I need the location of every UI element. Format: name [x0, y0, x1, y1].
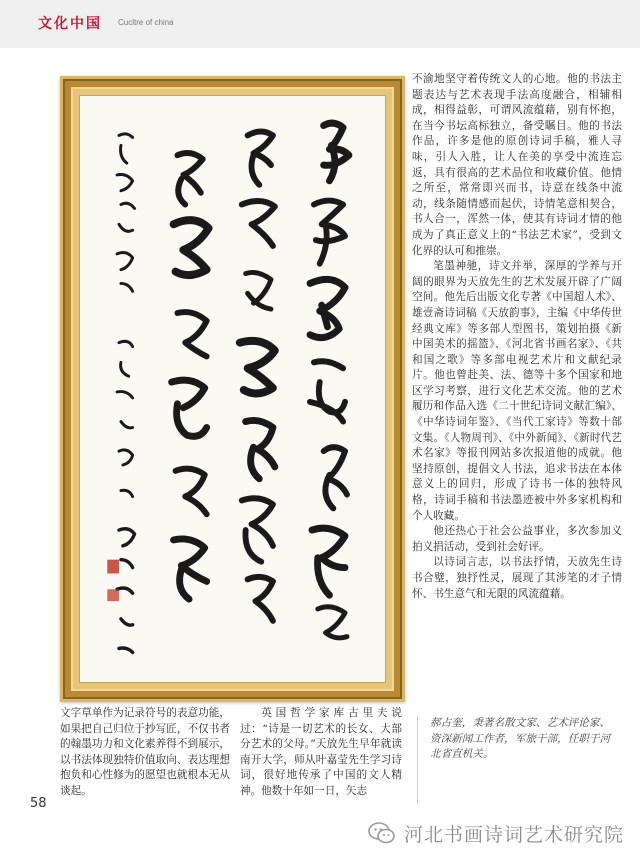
author-bio [417, 716, 620, 804]
brush-stroke [312, 528, 345, 595]
seal-stamp [107, 589, 119, 601]
brush-stroke [314, 201, 345, 264]
brush-stroke [310, 361, 345, 421]
article-paragraph: 不渝地坚守着传统文人的心地。他的书法主题表达与艺术表现手法高度融合，相辅相成，相得益彰，可谓风流蕴藉，别有怀抱，在当今书坛高标独立，备受瞩目。他的书法作品，许多是他的原创诗词手稿，雅人寻味，引人入胜，让人在美的享受中流连忘返，具有很高的艺术品位和收藏价值。他情之所至，常常即兴而书，诗意在线条中流动，线条随情感而起伏，诗情笔意相契合，书人合一，浑然一体，使其有诗词才情的他成为了真正意义上的“书法艺术家”，受到文化界的认可和推崇。 [412, 73, 622, 257]
brush-stroke [172, 380, 207, 436]
article-paragraph: 他还热心于社会公益事业，多次参加义拍义捐活动，受到社会好评。 [412, 525, 622, 553]
brush-stroke [248, 132, 273, 185]
page-header [0, 0, 640, 48]
seal-stamp [107, 560, 119, 574]
calligraphy-frame [60, 76, 405, 702]
wechat-icon [368, 821, 396, 845]
brush-stroke [246, 420, 275, 478]
brush-stroke [324, 123, 349, 181]
brush-stroke [177, 153, 202, 205]
brush-stroke [246, 272, 271, 309]
watermark [368, 816, 624, 850]
magazine-subtitle: Cucltre of china [118, 18, 174, 27]
calligraphy-strokes [80, 96, 385, 682]
brush-stroke [242, 498, 273, 561]
article-paragraph: 英国哲学家库古里夫说过：“诗是一切艺术的长女、大部分艺术的父母。”天放先生早年就读南开大学，师从叶嘉莹先生学习诗词，很好地传承了中国的文人精神。他数十年如一日，矢志 [240, 707, 402, 797]
article-bottom-middle [240, 706, 402, 800]
brush-stroke [310, 279, 345, 337]
brush-stroke [175, 469, 206, 515]
brush-stroke [324, 447, 347, 508]
inscription-stroke [117, 529, 135, 653]
brush-stroke [242, 201, 275, 246]
page-number: 58 [30, 796, 47, 811]
brush-stroke [177, 312, 206, 356]
calligraphy-artwork [79, 95, 386, 683]
brush-stroke [248, 577, 273, 621]
brush-stroke [174, 220, 209, 275]
brush-stroke [174, 539, 207, 599]
article-bottom-left [60, 706, 230, 800]
article-right-column [412, 72, 622, 602]
watermark-text: 河北书画诗词艺术研究院 [404, 823, 625, 846]
brush-stroke [318, 607, 347, 638]
author-bio-text: 郝占奎，秉著名散文家、艺术评论家、资深新闻工作者，军旅干部，任职于河北省直机关。 [430, 717, 611, 760]
article-paragraph: 笔墨神驰，诗文并举，深厚的学养与开阔的眼界为天放先生的艺术发展开辟了广阔空间。他先后出版文化专著《中国超人术》、雄壹斋诗词稿《天放韵事》，主编《中华传世经典文库》等多部人型图书，策划拍摄《新中国美术的摇篮》、《河北省书画名家》、《共和国之歌》等多部电视艺术片和文献纪录片。他也曾赴美、法、德等十多个国家和地区学习考察，进行文化艺术交流。他的艺术履历和作品入选《二十世纪诗词文献汇编》、《中华诗词年鉴》、《当代工家诗》等数十部文集。《人物周刊》、《中外新闻》、《新时代艺术名家》等报刊网站多次报道他的成就。他坚持原创，提倡文人书法，追求书法在本体意义上的回归，形成了诗书一体的独特风格，诗词手稿和书法墨迹被中外多家机构和个人收藏。 [412, 260, 622, 522]
magazine-title: 文化中国 [38, 16, 102, 32]
inscription-stroke [117, 341, 133, 496]
inscription-stroke [117, 134, 135, 291]
article-paragraph: 以诗词言志，以书法抒情，天放先生诗书合璧，独抒性灵，展现了其涉笔的才子情怀、书生意气和无限的风流蕴藉。 [412, 556, 622, 600]
brush-stroke [240, 341, 275, 394]
frame-mat [71, 87, 394, 691]
article-paragraph: 文字草单作为记录符号的表意功能，如果把自己归位于抄写匠，不仅书者的翰墨功力和文化素养得不到展示，以书法体现独特价值取向、表达理想抱负和心性修为的愿望也就根本无从谈起。 [60, 707, 230, 797]
